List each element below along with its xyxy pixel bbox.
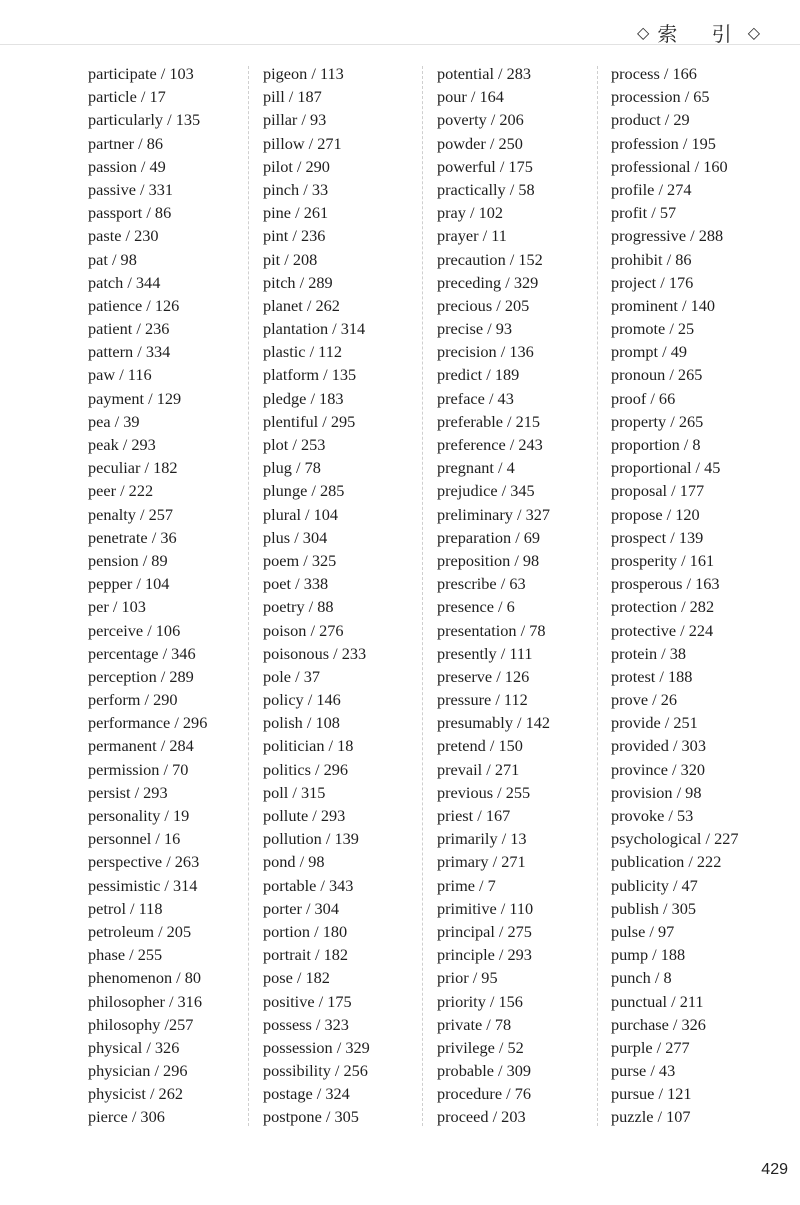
index-entry: preferable / 215 [437,411,541,431]
index-entry: patient / 236 [88,319,170,339]
index-entry: pattern / 334 [88,342,171,362]
index-entry: prospect / 139 [611,527,704,547]
index-entry: possess / 323 [263,1014,349,1034]
index-entry: prominent / 140 [611,295,716,315]
index-entry: patience / 126 [88,295,180,315]
index-entry: peak / 293 [88,435,156,454]
index-entry: passport / 86 [88,203,172,223]
index-entry: policy / 146 [263,690,341,710]
index-entry: patch / 344 [88,272,161,292]
index-entry: prayer / 11 [437,226,507,246]
index-entry: politics / 296 [263,759,349,779]
index-entry: powder / 250 [437,133,523,153]
index-entry: precaution / 152 [437,249,543,269]
index-entry: purchase / 326 [611,1014,706,1034]
index-entry: pea / 39 [88,411,140,431]
index-entry: perspective / 263 [88,852,200,872]
index-entry: principal / 275 [437,921,532,941]
index-entry: postpone / 305 [263,1107,359,1127]
index-entry: plus / 304 [263,527,328,547]
index-entry: plantation / 314 [263,319,366,339]
index-entry: purse / 43 [611,1061,676,1081]
index-entry: passion / 49 [88,156,166,176]
index-entry: portrait / 182 [263,945,349,965]
index-columns [0,62,800,1142]
index-entry: proof / 66 [611,388,676,408]
index-entry: pillar / 93 [263,110,327,130]
index-entry: percentage / 346 [88,643,196,663]
index-entry: positive / 175 [263,991,352,1011]
index-entry: pole / 37 [263,666,320,686]
index-entry: prejudice / 345 [437,481,535,501]
hollow-diamond-icon: ◇ [747,23,760,42]
index-entry: provided / 303 [611,736,706,756]
index-entry: preliminary / 327 [437,504,551,524]
index-entry: plural / 104 [263,504,339,524]
index-entry: per / 103 [88,597,146,617]
index-entry: personality / 19 [88,806,190,825]
index-entry: prosperous / 163 [611,574,720,594]
index-entry: participate / 103 [88,64,194,83]
index-entry: provide / 251 [611,713,698,733]
index-column-4 [611,62,739,1129]
index-column-2 [263,62,370,1129]
index-entry: protection / 282 [611,597,715,617]
index-entry: preparation / 69 [437,527,541,547]
index-entry: probable / 309 [437,1061,532,1081]
index-entry: process / 166 [611,64,697,83]
index-entry: pillow / 271 [263,133,342,153]
section-header [637,18,760,47]
index-entry: platform / 135 [263,365,357,385]
index-entry: private / 78 [437,1014,512,1034]
index-entry: precision / 136 [437,342,534,362]
index-entry: pint / 236 [263,226,326,246]
index-entry: psychological / 227 [611,829,739,849]
index-entry: pinch / 33 [263,179,329,199]
index-entry: petroleum / 205 [88,921,192,941]
index-entry: precious / 205 [437,295,530,315]
index-entry: pepper / 104 [88,574,170,594]
index-column-3 [437,62,550,1129]
page-number: 429 [761,1161,788,1178]
index-entry: punctual / 211 [611,991,704,1011]
index-entry: poll / 315 [263,782,326,802]
index-entry: possibility / 256 [263,1061,368,1081]
index-entry: plot / 253 [263,435,326,454]
index-entry: poem / 325 [263,550,337,570]
index-entry: preface / 43 [437,388,514,408]
column-divider [248,66,249,1126]
index-entry: portable / 343 [263,875,354,895]
index-entry: powerful / 175 [437,156,533,176]
index-entry: particularly / 135 [88,110,201,130]
index-entry: prime / 7 [437,875,496,895]
index-entry: poisonous / 233 [263,643,367,663]
index-entry: peer / 222 [88,481,154,501]
index-entry: pray / 102 [437,203,504,223]
index-entry: pursue / 121 [611,1084,692,1104]
index-entry: philosophy /257 [88,1014,194,1034]
index-entry: pigeon / 113 [263,64,344,83]
index-entry: proceed / 203 [437,1107,526,1127]
index-entry: proportional / 45 [611,458,721,478]
index-entry: plentiful / 295 [263,411,356,431]
index-entry: publish / 305 [611,898,697,918]
index-entry: preference / 243 [437,435,543,454]
index-entry: promote / 25 [611,319,695,339]
index-entry: puzzle / 107 [611,1107,691,1127]
index-entry: pretend / 150 [437,736,523,756]
index-entry: paste / 230 [88,226,159,246]
index-entry: pierce / 306 [88,1107,165,1127]
index-entry: procession / 65 [611,87,710,107]
index-entry: poetry / 88 [263,597,334,617]
index-entry: project / 176 [611,272,694,292]
index-entry: priest / 167 [437,806,511,825]
index-entry: privilege / 52 [437,1037,524,1057]
index-entry: pollution / 139 [263,829,359,849]
index-entry: protein / 38 [611,643,687,663]
index-entry: petrol / 118 [88,898,163,918]
index-entry: predict / 189 [437,365,520,385]
index-entry: poverty / 206 [437,110,524,130]
index-entry: presently / 111 [437,643,533,663]
index-entry: progressive / 288 [611,226,724,246]
index-entry: preserve / 126 [437,666,530,686]
index-entry: prior / 95 [437,968,498,988]
index-entry: payment / 129 [88,388,182,408]
index-entry: politician / 18 [263,736,354,756]
index-entry: presentation / 78 [437,620,546,640]
index-column-1 [88,62,207,1129]
index-entry: profit / 57 [611,203,677,223]
index-entry: paw / 116 [88,365,152,385]
index-entry: portion / 180 [263,921,348,941]
index-entry: pollute / 293 [263,806,346,825]
index-entry: preposition / 98 [437,550,540,570]
index-entry: primarily / 13 [437,829,527,849]
index-entry: plastic / 112 [263,342,342,362]
index-entry: prove / 26 [611,690,678,710]
index-entry: pill / 187 [263,87,322,107]
index-entry: pension / 89 [88,550,168,570]
index-entry: precise / 93 [437,319,513,339]
index-entry: pressure / 112 [437,690,528,710]
index-entry: preceding / 329 [437,272,539,292]
index-entry: principle / 293 [437,945,532,965]
index-entry: phase / 255 [88,945,163,965]
index-entry: pulse / 97 [611,921,675,941]
index-entry: penetrate / 36 [88,527,177,547]
index-entry: penalty / 257 [88,504,174,524]
column-divider [597,66,598,1126]
index-entry: proportion / 8 [611,435,701,454]
index-entry: performance / 296 [88,713,208,733]
index-entry: perception / 289 [88,666,194,686]
index-entry: physicist / 262 [88,1084,183,1104]
index-entry: peculiar / 182 [88,458,178,478]
index-entry: physical / 326 [88,1037,180,1057]
index-entry: perform / 290 [88,690,178,710]
index-entry: pledge / 183 [263,388,344,408]
index-entry: planet / 262 [263,295,340,315]
index-entry: prompt / 49 [611,342,687,362]
index-entry: permanent / 284 [88,736,194,756]
index-entry: persist / 293 [88,782,168,802]
index-entry: poison / 276 [263,620,344,640]
index-entry: priority / 156 [437,991,523,1011]
index-entry: personnel / 16 [88,829,181,849]
index-entry: pronoun / 265 [611,365,703,385]
index-entry: potential / 283 [437,64,532,83]
index-entry: poet / 338 [263,574,329,594]
index-entry: phenomenon / 80 [88,968,202,988]
index-entry: permission / 70 [88,759,189,779]
index-entry: pump / 188 [611,945,686,965]
column-divider [422,66,423,1126]
index-entry: physician / 296 [88,1061,188,1081]
index-entry: protective / 224 [611,620,714,640]
index-entry: pine / 261 [263,203,329,223]
section-title: 索 引 [657,22,746,46]
index-entry: product / 29 [611,110,690,130]
index-entry: practically / 58 [437,179,535,199]
index-entry: prohibit / 86 [611,249,692,269]
index-entry: provoke / 53 [611,806,694,825]
index-entry: presumably / 142 [437,713,551,733]
index-entry: publicity / 47 [611,875,698,895]
index-entry: procedure / 76 [437,1084,532,1104]
index-entry: pose / 182 [263,968,330,988]
index-entry: postage / 324 [263,1084,350,1104]
index-entry: purple / 277 [611,1037,690,1057]
index-entry: propose / 120 [611,504,700,524]
index-entry: presence / 6 [437,597,515,617]
header-rule [0,44,800,45]
index-entry: pond / 98 [263,852,325,872]
index-entry: prosperity / 161 [611,550,715,570]
index-entry: professional / 160 [611,156,728,176]
index-entry: polish / 108 [263,713,340,733]
index-entry: prescribe / 63 [437,574,526,594]
index-entry: plug / 78 [263,458,321,478]
index-entry: plunge / 285 [263,481,345,501]
index-entry: primary / 271 [437,852,526,872]
index-entry: property / 265 [611,411,704,431]
index-entry: prevail / 271 [437,759,520,779]
index-entry: pilot / 290 [263,156,330,176]
index-entry: passive / 331 [88,179,174,199]
index-entry: provision / 98 [611,782,702,802]
index-entry: province / 320 [611,759,706,779]
index-entry: pat / 98 [88,249,137,269]
index-entry: previous / 255 [437,782,531,802]
index-entry: pit / 208 [263,249,318,269]
index-entry: possession / 329 [263,1037,370,1057]
index-entry: primitive / 110 [437,898,534,918]
index-entry: pour / 164 [437,87,504,107]
index-entry: protest / 188 [611,666,693,686]
index-entry: profession / 195 [611,133,716,153]
index-entry: porter / 304 [263,898,339,918]
index-entry: partner / 86 [88,133,164,153]
index-entry: publication / 222 [611,852,722,872]
index-entry: punch / 8 [611,968,672,988]
hollow-diamond-icon: ◇ [637,23,650,42]
index-entry: profile / 274 [611,179,692,199]
index-entry: proposal / 177 [611,481,705,501]
index-entry: particle / 17 [88,87,166,107]
index-entry: pitch / 289 [263,272,333,292]
index-entry: philosopher / 316 [88,991,202,1011]
index-entry: pregnant / 4 [437,458,515,478]
index-entry: perceive / 106 [88,620,181,640]
index-entry: pessimistic / 314 [88,875,198,895]
